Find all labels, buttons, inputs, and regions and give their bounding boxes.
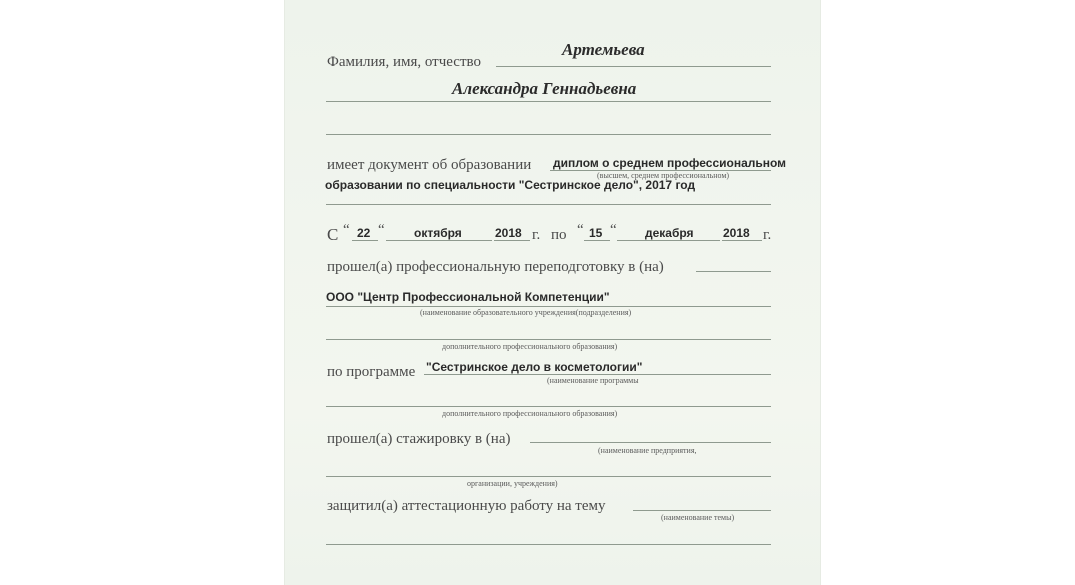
date-quote-3: “ bbox=[577, 222, 584, 238]
dpo-hint-2: дополнительного профессионального образования) bbox=[442, 409, 618, 418]
education-doc-value-1: диплом о среднем профессиональном bbox=[553, 156, 787, 170]
end-month: декабря bbox=[645, 226, 694, 240]
thesis-label: защитил(а) аттестационную работу на тему bbox=[327, 498, 606, 514]
end-month-underline bbox=[617, 240, 720, 241]
program-underline bbox=[424, 374, 771, 375]
year-suffix-2: г. bbox=[763, 227, 772, 243]
education-doc-hint: (высшем, среднем профессиональном) bbox=[597, 171, 730, 180]
start-year: 2018 bbox=[495, 226, 522, 240]
institution-hint: (наименование образовательного учреждения(подразделения) bbox=[420, 308, 632, 317]
start-day-underline bbox=[352, 240, 378, 241]
start-month: октября bbox=[414, 226, 462, 240]
date-quote-1: “ bbox=[343, 222, 350, 238]
internship-underline bbox=[530, 442, 771, 443]
institution-underline bbox=[326, 306, 771, 307]
internship-hint-2: организации, учреждения) bbox=[467, 479, 558, 488]
education-doc-label: имеет документ об образовании bbox=[327, 157, 532, 173]
education-doc-value-2: образовании по специальности "Сестринское дело", 2017 год bbox=[325, 178, 696, 192]
end-year: 2018 bbox=[723, 226, 750, 240]
date-quote-4: “ bbox=[610, 222, 617, 238]
internship-hint-1: (наименование предприятия, bbox=[598, 446, 697, 455]
fio-underline bbox=[496, 66, 771, 67]
date-prefix: С bbox=[327, 225, 339, 244]
start-day: 22 bbox=[357, 226, 371, 240]
program-label: по программе bbox=[327, 364, 416, 380]
start-month-underline bbox=[386, 240, 492, 241]
blank-underline bbox=[326, 134, 771, 135]
thesis-underline bbox=[633, 510, 771, 511]
retraining-label: прошел(а) профессиональную переподготовку в (на) bbox=[327, 259, 664, 275]
thesis-underline-2 bbox=[326, 544, 771, 545]
dpo-underline-2 bbox=[326, 406, 771, 407]
thesis-hint: (наименование темы) bbox=[661, 513, 735, 522]
date-quote-2: “ bbox=[378, 222, 385, 238]
internship-label: прошел(а) стажировку в (на) bbox=[327, 431, 511, 447]
end-day-underline bbox=[584, 240, 610, 241]
institution-value: ООО "Центр Профессиональной Компетенции" bbox=[326, 290, 610, 304]
date-by: по bbox=[551, 227, 567, 243]
given-names-value: Александра Геннадьевна bbox=[452, 79, 637, 98]
surname-value: Артемьева bbox=[562, 40, 645, 59]
internship-underline-2 bbox=[326, 476, 771, 477]
given-names-underline bbox=[326, 101, 771, 102]
program-hint: (наименование программы bbox=[547, 376, 639, 385]
year-suffix-1: г. bbox=[532, 227, 541, 243]
fio-label: Фамилия, имя, отчество bbox=[327, 54, 481, 70]
dpo-underline-1 bbox=[326, 339, 771, 340]
start-year-underline bbox=[494, 240, 530, 241]
end-day: 15 bbox=[589, 226, 603, 240]
program-value: "Сестринское дело в косметологии" bbox=[426, 360, 643, 374]
education-doc-underline-2 bbox=[326, 204, 771, 205]
dpo-hint-1: дополнительного профессионального образования) bbox=[442, 342, 618, 351]
retraining-underline bbox=[696, 271, 771, 272]
end-year-underline bbox=[722, 240, 762, 241]
